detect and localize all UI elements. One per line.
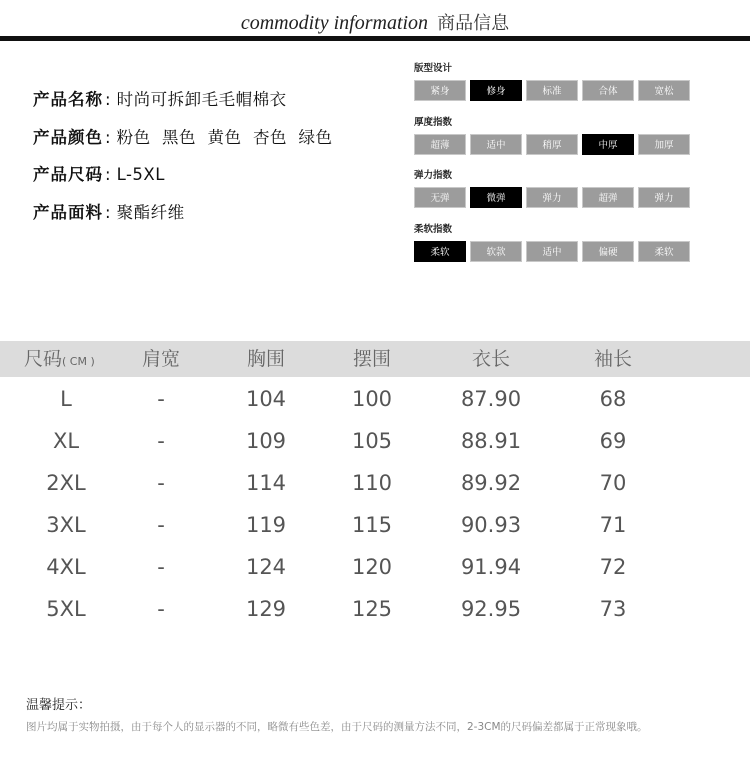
option-chip: 适中 (526, 241, 578, 262)
option-chip: 加厚 (638, 134, 690, 155)
attribute-panel (414, 62, 704, 276)
header-chest: 胸围 (246, 348, 285, 370)
attr-fit (414, 62, 704, 116)
table-cell: 124 (245, 555, 287, 579)
table-cell: - (157, 471, 165, 495)
info-label: 产品面料 (33, 202, 103, 222)
product-info (33, 86, 333, 236)
option-chip: 合体 (582, 80, 634, 101)
header-length: 衣长 (471, 348, 510, 370)
info-value: 粉色 黑色 黄色 杏色 绿色 (116, 127, 333, 147)
info-label: 产品颜色 (33, 127, 103, 147)
product-size-row: 产品尺码 : L-5XL (33, 165, 165, 184)
table-cell: L (60, 387, 72, 411)
header-sleeve: 袖长 (593, 348, 632, 370)
table-cell: 72 (599, 555, 627, 579)
header-shoulder: 肩宽 (141, 348, 180, 370)
option-chip-selected: 柔软 (414, 241, 466, 262)
table-row (0, 419, 750, 461)
attr-title: 柔软指数 (414, 223, 453, 235)
title-chinese: 商品信息 (437, 13, 510, 34)
table-cell: 120 (351, 555, 393, 579)
title-english: commodity information (240, 12, 429, 34)
attr-title: 弹力指数 (414, 170, 453, 181)
info-value: L-5XL (116, 165, 165, 184)
table-cell: 69 (599, 429, 627, 453)
info-value: 时尚可拆卸毛毛帽棉衣 (116, 90, 287, 109)
attr-softness (414, 223, 704, 277)
option-chip: 标准 (526, 80, 578, 101)
table-row (0, 503, 750, 545)
table-cell: - (157, 597, 165, 621)
header-divider (0, 36, 750, 41)
option-chip: 偏硬 (582, 241, 634, 262)
table-cell: - (157, 429, 165, 453)
table-cell: 4XL (46, 555, 86, 579)
attr-title: 版型设计 (414, 63, 453, 74)
table-cell: 115 (351, 513, 393, 537)
tips-section (26, 694, 648, 734)
table-cell: 3XL (46, 513, 86, 537)
table-cell: 125 (351, 597, 393, 621)
option-chip: 弹力 (526, 187, 578, 208)
header-hem: 摆围 (352, 348, 391, 370)
table-cell: 105 (351, 429, 393, 453)
size-table-body (0, 377, 750, 629)
table-cell: 129 (245, 597, 287, 621)
option-chip-selected: 微弹 (470, 187, 522, 208)
tips-title: 温馨提示： (26, 698, 92, 713)
table-cell: 100 (351, 387, 393, 411)
attr-thickness (414, 116, 704, 170)
table-cell: - (157, 513, 165, 537)
table-cell: 87.90 (460, 387, 522, 411)
table-cell: 104 (245, 387, 287, 411)
size-table-header (0, 341, 750, 377)
table-cell: XL (52, 429, 80, 453)
table-cell: 73 (599, 597, 627, 621)
option-chip: 柔软 (638, 241, 690, 262)
table-cell: 88.91 (460, 429, 522, 453)
option-chip: 宽松 (638, 80, 690, 101)
table-row (0, 587, 750, 629)
info-value: 聚酯纤维 (116, 202, 185, 222)
option-chip: 弹力 (638, 187, 690, 208)
table-cell: - (157, 387, 165, 411)
info-label: 产品名称 (33, 90, 103, 109)
table-cell: 110 (351, 471, 393, 495)
option-chip-selected: 修身 (470, 80, 522, 101)
option-chip: 适中 (470, 134, 522, 155)
option-chip: 稍厚 (526, 134, 578, 155)
table-cell: 109 (245, 429, 287, 453)
table-cell: 91.94 (460, 555, 522, 579)
product-name-row: 产品名称 : 时尚可拆卸毛毛帽棉衣 (33, 90, 287, 109)
table-cell: 114 (245, 471, 287, 495)
table-row (0, 461, 750, 503)
option-chip: 紧身 (414, 80, 466, 101)
header-size: 尺码( CM ) (24, 348, 95, 370)
table-cell: 92.95 (460, 597, 522, 621)
page-title (0, 10, 750, 36)
table-cell: 70 (599, 471, 627, 495)
table-cell: 2XL (46, 471, 86, 495)
table-cell: 119 (245, 513, 287, 537)
table-cell: 71 (599, 513, 627, 537)
info-label: 产品尺码 (33, 165, 103, 184)
unit-label: ( CM ) (62, 355, 95, 368)
tips-text: 图片均属于实物拍摄，由于每个人的显示器的不同，略微有些色差，由于尺码的测量方法不同，2-3CM的尺码偏差都属于正常现象哦。 (26, 721, 648, 733)
table-row (0, 377, 750, 419)
option-chip: 超薄 (414, 134, 466, 155)
attr-title: 厚度指数 (414, 116, 453, 128)
table-cell: 90.93 (460, 513, 522, 537)
option-chip: 软款 (470, 241, 522, 262)
option-chip: 无弹 (414, 187, 466, 208)
option-chip: 超弹 (582, 187, 634, 208)
table-row (0, 545, 750, 587)
table-cell: 5XL (46, 597, 86, 621)
table-cell: - (157, 555, 165, 579)
table-cell: 89.92 (460, 471, 522, 495)
option-chip-selected: 中厚 (582, 134, 634, 155)
product-fabric-row: 产品面料 : 聚酯纤维 (33, 202, 185, 222)
product-color-row: 产品颜色 : 粉色 黑色 黄色 杏色 绿色 (33, 127, 333, 147)
attr-elasticity (414, 169, 704, 223)
table-cell: 68 (599, 387, 627, 411)
